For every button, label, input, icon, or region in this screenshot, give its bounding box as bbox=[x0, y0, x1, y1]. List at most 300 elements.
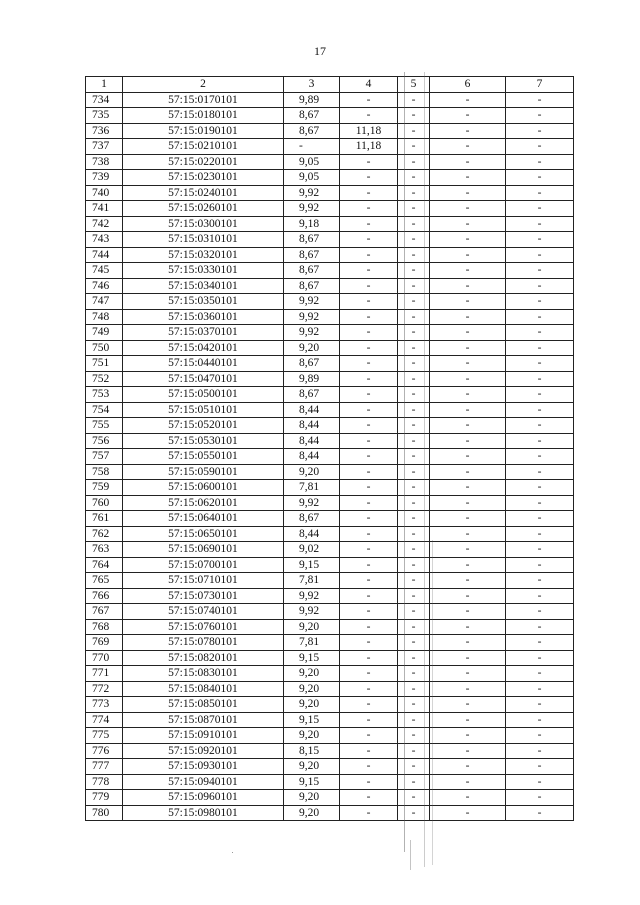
table-cell: 9,92 bbox=[284, 588, 340, 604]
table-cell: - bbox=[506, 697, 574, 713]
table-cell: - bbox=[430, 604, 506, 620]
table-cell: 57:15:0840101 bbox=[123, 681, 284, 697]
table-cell: - bbox=[506, 774, 574, 790]
table-cell: 8,44 bbox=[284, 418, 340, 434]
column-header: 5 bbox=[398, 77, 430, 93]
scan-artifact-line bbox=[424, 72, 425, 867]
table-cell: 770 bbox=[86, 650, 123, 666]
table-cell: - bbox=[398, 278, 430, 294]
table-cell: 8,67 bbox=[284, 278, 340, 294]
table-cell: - bbox=[398, 464, 430, 480]
table-cell: 755 bbox=[86, 418, 123, 434]
table-cell: 57:15:0690101 bbox=[123, 542, 284, 558]
table-cell: - bbox=[340, 263, 398, 279]
table-cell: 9,92 bbox=[284, 604, 340, 620]
table-row bbox=[86, 790, 574, 806]
table-cell: 741 bbox=[86, 201, 123, 217]
table-cell: - bbox=[430, 139, 506, 155]
table-row bbox=[86, 418, 574, 434]
table-cell: - bbox=[430, 433, 506, 449]
table-cell: - bbox=[340, 542, 398, 558]
table-cell: 57:15:0590101 bbox=[123, 464, 284, 480]
table-cell: - bbox=[506, 402, 574, 418]
table-cell: 57:15:0190101 bbox=[123, 123, 284, 139]
table-cell: 57:15:0230101 bbox=[123, 170, 284, 186]
table-cell: - bbox=[506, 588, 574, 604]
table-cell: 8,44 bbox=[284, 526, 340, 542]
table-row bbox=[86, 650, 574, 666]
table-cell: - bbox=[340, 480, 398, 496]
table-cell: 776 bbox=[86, 743, 123, 759]
table-row bbox=[86, 92, 574, 108]
table-cell: 768 bbox=[86, 619, 123, 635]
table-cell: 57:15:0910101 bbox=[123, 728, 284, 744]
table-cell: - bbox=[430, 154, 506, 170]
table-cell: 759 bbox=[86, 480, 123, 496]
table-cell: 9,20 bbox=[284, 681, 340, 697]
table-cell: 57:15:0470101 bbox=[123, 371, 284, 387]
table-cell: 57:15:0370101 bbox=[123, 325, 284, 341]
table-cell: - bbox=[398, 495, 430, 511]
table-cell: 57:15:0170101 bbox=[123, 92, 284, 108]
table-cell: - bbox=[340, 278, 398, 294]
table-cell: - bbox=[398, 371, 430, 387]
table-cell: 57:15:0500101 bbox=[123, 387, 284, 403]
table-cell: 57:15:0730101 bbox=[123, 588, 284, 604]
table-cell: - bbox=[506, 185, 574, 201]
table-cell: 8,67 bbox=[284, 123, 340, 139]
table-cell: 756 bbox=[86, 433, 123, 449]
table-cell: - bbox=[340, 743, 398, 759]
table-cell: - bbox=[430, 325, 506, 341]
scan-artifact-dot bbox=[232, 852, 233, 853]
table-cell: - bbox=[398, 681, 430, 697]
table-row bbox=[86, 666, 574, 682]
table-cell: - bbox=[340, 557, 398, 573]
table-cell: 57:15:0820101 bbox=[123, 650, 284, 666]
table-cell: 57:15:0700101 bbox=[123, 557, 284, 573]
table-row bbox=[86, 619, 574, 635]
table-cell: - bbox=[506, 139, 574, 155]
table-cell: 751 bbox=[86, 356, 123, 372]
column-header: 7 bbox=[506, 77, 574, 93]
table-cell: 762 bbox=[86, 526, 123, 542]
table-cell: - bbox=[398, 309, 430, 325]
table-cell: - bbox=[398, 402, 430, 418]
table-cell: - bbox=[340, 371, 398, 387]
table-cell: - bbox=[430, 449, 506, 465]
table-cell: - bbox=[398, 542, 430, 558]
table-cell: - bbox=[506, 418, 574, 434]
table-cell: 11,18 bbox=[340, 123, 398, 139]
table-cell: 57:15:0210101 bbox=[123, 139, 284, 155]
table-cell: - bbox=[506, 712, 574, 728]
table-cell: - bbox=[506, 325, 574, 341]
table-cell: - bbox=[430, 216, 506, 232]
table-cell: - bbox=[340, 387, 398, 403]
table-cell: 8,67 bbox=[284, 387, 340, 403]
table-cell: 57:15:0530101 bbox=[123, 433, 284, 449]
table-cell: - bbox=[506, 108, 574, 124]
table-row bbox=[86, 201, 574, 217]
table-cell: - bbox=[398, 557, 430, 573]
table-row bbox=[86, 371, 574, 387]
table-cell: - bbox=[506, 790, 574, 806]
table-cell: 9,92 bbox=[284, 325, 340, 341]
table-cell: 11,18 bbox=[340, 139, 398, 155]
table-cell: - bbox=[430, 712, 506, 728]
table-cell: - bbox=[430, 619, 506, 635]
table-cell: - bbox=[430, 294, 506, 310]
table-cell: - bbox=[506, 449, 574, 465]
table-row bbox=[86, 247, 574, 263]
table-row bbox=[86, 728, 574, 744]
table-cell: - bbox=[430, 464, 506, 480]
table-cell: - bbox=[398, 123, 430, 139]
table-cell: 9,89 bbox=[284, 92, 340, 108]
table-cell: - bbox=[506, 728, 574, 744]
table-cell: - bbox=[430, 201, 506, 217]
table-cell: - bbox=[506, 495, 574, 511]
table-cell: 779 bbox=[86, 790, 123, 806]
table-row bbox=[86, 123, 574, 139]
table-cell: 9,92 bbox=[284, 495, 340, 511]
table-cell: 57:15:0920101 bbox=[123, 743, 284, 759]
table-cell: - bbox=[398, 480, 430, 496]
table-cell: - bbox=[430, 650, 506, 666]
table-cell: 9,02 bbox=[284, 542, 340, 558]
table-cell: 8,67 bbox=[284, 511, 340, 527]
table-row bbox=[86, 480, 574, 496]
table-cell: 734 bbox=[86, 92, 123, 108]
table-cell: - bbox=[398, 697, 430, 713]
table-cell: - bbox=[398, 356, 430, 372]
table-cell: - bbox=[340, 805, 398, 821]
table-cell: - bbox=[398, 170, 430, 186]
table-cell: - bbox=[430, 170, 506, 186]
table-cell: - bbox=[506, 542, 574, 558]
table-cell: 9,20 bbox=[284, 464, 340, 480]
table-cell: - bbox=[430, 402, 506, 418]
table-cell: - bbox=[506, 387, 574, 403]
table-cell: - bbox=[340, 635, 398, 651]
table-cell: - bbox=[430, 588, 506, 604]
table-row bbox=[86, 697, 574, 713]
table-cell: 8,67 bbox=[284, 232, 340, 248]
table-cell: - bbox=[506, 619, 574, 635]
table-cell: - bbox=[398, 387, 430, 403]
table-cell: - bbox=[398, 449, 430, 465]
table-cell: 772 bbox=[86, 681, 123, 697]
table-cell: - bbox=[340, 325, 398, 341]
table-cell: - bbox=[398, 154, 430, 170]
table-cell: - bbox=[506, 604, 574, 620]
table-cell: 57:15:0760101 bbox=[123, 619, 284, 635]
table-cell: 778 bbox=[86, 774, 123, 790]
table-row bbox=[86, 511, 574, 527]
table-cell: - bbox=[340, 495, 398, 511]
table-cell: - bbox=[340, 759, 398, 775]
table-row bbox=[86, 464, 574, 480]
table-cell: - bbox=[430, 123, 506, 139]
table-cell: 7,81 bbox=[284, 480, 340, 496]
table-body bbox=[86, 92, 574, 821]
table-cell: - bbox=[430, 92, 506, 108]
table-cell: 748 bbox=[86, 309, 123, 325]
table-cell: - bbox=[506, 511, 574, 527]
table-cell: - bbox=[430, 278, 506, 294]
table-cell: 9,92 bbox=[284, 201, 340, 217]
table-cell: - bbox=[398, 108, 430, 124]
table-cell: - bbox=[398, 526, 430, 542]
table-cell: - bbox=[430, 387, 506, 403]
table-cell: - bbox=[506, 278, 574, 294]
table-cell: - bbox=[340, 433, 398, 449]
table-cell: - bbox=[430, 418, 506, 434]
table-cell: - bbox=[430, 263, 506, 279]
table-row bbox=[86, 185, 574, 201]
table-cell: - bbox=[398, 650, 430, 666]
table-cell: - bbox=[398, 712, 430, 728]
table-cell: - bbox=[340, 650, 398, 666]
table-cell: - bbox=[340, 154, 398, 170]
table-cell: 735 bbox=[86, 108, 123, 124]
table-cell: - bbox=[340, 712, 398, 728]
table-row bbox=[86, 108, 574, 124]
table-cell: - bbox=[506, 294, 574, 310]
table-cell: - bbox=[340, 604, 398, 620]
table-row bbox=[86, 681, 574, 697]
table-cell: - bbox=[284, 139, 340, 155]
table-cell: - bbox=[340, 790, 398, 806]
table-cell: 9,92 bbox=[284, 294, 340, 310]
table-cell: - bbox=[506, 340, 574, 356]
table-cell: - bbox=[506, 154, 574, 170]
table-cell: - bbox=[430, 185, 506, 201]
table-cell: 57:15:0550101 bbox=[123, 449, 284, 465]
table-cell: - bbox=[340, 511, 398, 527]
table-cell: - bbox=[506, 805, 574, 821]
table-cell: 739 bbox=[86, 170, 123, 186]
table-cell: - bbox=[398, 790, 430, 806]
table-cell: 742 bbox=[86, 216, 123, 232]
table-cell: 57:15:0830101 bbox=[123, 666, 284, 682]
column-header: 6 bbox=[430, 77, 506, 93]
table-cell: - bbox=[506, 356, 574, 372]
table-cell: 57:15:0310101 bbox=[123, 232, 284, 248]
table-cell: - bbox=[430, 805, 506, 821]
table-cell: 8,67 bbox=[284, 263, 340, 279]
table-cell: - bbox=[398, 619, 430, 635]
table-cell: 746 bbox=[86, 278, 123, 294]
table-cell: 8,44 bbox=[284, 433, 340, 449]
table-row bbox=[86, 356, 574, 372]
table-cell: - bbox=[398, 418, 430, 434]
table-cell: - bbox=[398, 759, 430, 775]
table-cell: - bbox=[340, 108, 398, 124]
table-cell: - bbox=[430, 495, 506, 511]
table-cell: 57:15:0260101 bbox=[123, 201, 284, 217]
table-cell: 758 bbox=[86, 464, 123, 480]
table-cell: 57:15:0640101 bbox=[123, 511, 284, 527]
table-cell: - bbox=[506, 309, 574, 325]
table-cell: - bbox=[398, 216, 430, 232]
table-cell: 57:15:0870101 bbox=[123, 712, 284, 728]
table-cell: - bbox=[398, 743, 430, 759]
table-cell: 737 bbox=[86, 139, 123, 155]
table-row bbox=[86, 604, 574, 620]
table-row bbox=[86, 387, 574, 403]
table-cell: - bbox=[398, 325, 430, 341]
table-cell: 57:15:0930101 bbox=[123, 759, 284, 775]
table-cell: 749 bbox=[86, 325, 123, 341]
table-cell: 9,20 bbox=[284, 697, 340, 713]
table-row bbox=[86, 154, 574, 170]
table-cell: - bbox=[430, 340, 506, 356]
table-cell: 57:15:0740101 bbox=[123, 604, 284, 620]
table-cell: 753 bbox=[86, 387, 123, 403]
table-cell: - bbox=[340, 464, 398, 480]
table-cell: 9,20 bbox=[284, 759, 340, 775]
table-row bbox=[86, 805, 574, 821]
table-cell: 9,05 bbox=[284, 154, 340, 170]
table-cell: 57:15:0980101 bbox=[123, 805, 284, 821]
table-cell: 57:15:0420101 bbox=[123, 340, 284, 356]
table-cell: 9,18 bbox=[284, 216, 340, 232]
table-row bbox=[86, 433, 574, 449]
scan-artifact-line bbox=[432, 540, 433, 865]
table-cell: 57:15:0440101 bbox=[123, 356, 284, 372]
table-cell: - bbox=[340, 294, 398, 310]
table-cell: 57:15:0850101 bbox=[123, 697, 284, 713]
table-cell: 57:15:0520101 bbox=[123, 418, 284, 434]
table-cell: 736 bbox=[86, 123, 123, 139]
table-row bbox=[86, 170, 574, 186]
table-cell: 769 bbox=[86, 635, 123, 651]
table-row bbox=[86, 774, 574, 790]
table-cell: - bbox=[398, 774, 430, 790]
table-cell: 8,67 bbox=[284, 247, 340, 263]
table-cell: - bbox=[430, 108, 506, 124]
table-cell: 9,20 bbox=[284, 619, 340, 635]
table-cell: - bbox=[430, 573, 506, 589]
table-cell: 761 bbox=[86, 511, 123, 527]
table-cell: 57:15:0510101 bbox=[123, 402, 284, 418]
table-cell: - bbox=[340, 92, 398, 108]
table-cell: - bbox=[398, 185, 430, 201]
table-cell: - bbox=[506, 666, 574, 682]
table-cell: - bbox=[430, 728, 506, 744]
table-cell: 763 bbox=[86, 542, 123, 558]
data-table bbox=[85, 76, 574, 821]
table-cell: - bbox=[430, 681, 506, 697]
table-row bbox=[86, 263, 574, 279]
table-cell: - bbox=[506, 464, 574, 480]
table-cell: 765 bbox=[86, 573, 123, 589]
table-cell: 744 bbox=[86, 247, 123, 263]
table-cell: 57:15:0340101 bbox=[123, 278, 284, 294]
table-cell: - bbox=[340, 340, 398, 356]
table-cell: 9,20 bbox=[284, 805, 340, 821]
table-cell: - bbox=[340, 185, 398, 201]
table-cell: 9,15 bbox=[284, 774, 340, 790]
table-cell: - bbox=[430, 635, 506, 651]
table-cell: - bbox=[506, 216, 574, 232]
table-cell: 780 bbox=[86, 805, 123, 821]
table-cell: - bbox=[340, 170, 398, 186]
table-cell: 775 bbox=[86, 728, 123, 744]
table-cell: 760 bbox=[86, 495, 123, 511]
table-cell: 743 bbox=[86, 232, 123, 248]
table-cell: - bbox=[430, 697, 506, 713]
table-cell: 57:15:0960101 bbox=[123, 790, 284, 806]
table-cell: - bbox=[506, 263, 574, 279]
table-cell: 767 bbox=[86, 604, 123, 620]
table-cell: - bbox=[340, 216, 398, 232]
table-cell: 9,92 bbox=[284, 309, 340, 325]
table-cell: - bbox=[398, 232, 430, 248]
table-cell: 773 bbox=[86, 697, 123, 713]
table-cell: - bbox=[340, 418, 398, 434]
table-cell: 740 bbox=[86, 185, 123, 201]
table-row bbox=[86, 309, 574, 325]
table-cell: 57:15:0300101 bbox=[123, 216, 284, 232]
table-row bbox=[86, 743, 574, 759]
table-cell: - bbox=[340, 449, 398, 465]
table-cell: 8,44 bbox=[284, 449, 340, 465]
table-cell: - bbox=[506, 681, 574, 697]
scan-artifact-line bbox=[410, 840, 411, 870]
table-row bbox=[86, 588, 574, 604]
table-row bbox=[86, 340, 574, 356]
table-cell: 57:15:0710101 bbox=[123, 573, 284, 589]
table-cell: 57:15:0180101 bbox=[123, 108, 284, 124]
table-cell: - bbox=[506, 650, 574, 666]
table-cell: 57:15:0330101 bbox=[123, 263, 284, 279]
table-cell: - bbox=[506, 573, 574, 589]
table-cell: - bbox=[398, 511, 430, 527]
table-cell: - bbox=[398, 201, 430, 217]
table-cell: - bbox=[340, 526, 398, 542]
table-cell: 57:15:0620101 bbox=[123, 495, 284, 511]
table-cell: - bbox=[430, 309, 506, 325]
table-cell: - bbox=[430, 371, 506, 387]
table-cell: 764 bbox=[86, 557, 123, 573]
table-cell: 9,92 bbox=[284, 185, 340, 201]
table-row bbox=[86, 449, 574, 465]
column-header: 1 bbox=[86, 77, 123, 93]
table-cell: 9,20 bbox=[284, 666, 340, 682]
table-cell: - bbox=[430, 232, 506, 248]
table-cell: - bbox=[340, 247, 398, 263]
table-cell: - bbox=[506, 557, 574, 573]
table-cell: - bbox=[340, 666, 398, 682]
table-cell: - bbox=[506, 635, 574, 651]
table-cell: - bbox=[398, 666, 430, 682]
table-row bbox=[86, 712, 574, 728]
table-cell: 750 bbox=[86, 340, 123, 356]
table-cell: 8,67 bbox=[284, 108, 340, 124]
table-cell: - bbox=[430, 774, 506, 790]
table-cell: - bbox=[398, 604, 430, 620]
table-cell: - bbox=[430, 666, 506, 682]
table-cell: - bbox=[430, 526, 506, 542]
table-cell: - bbox=[398, 433, 430, 449]
table-cell: 9,15 bbox=[284, 557, 340, 573]
table-row bbox=[86, 232, 574, 248]
table-row bbox=[86, 526, 574, 542]
table-cell: - bbox=[506, 170, 574, 186]
